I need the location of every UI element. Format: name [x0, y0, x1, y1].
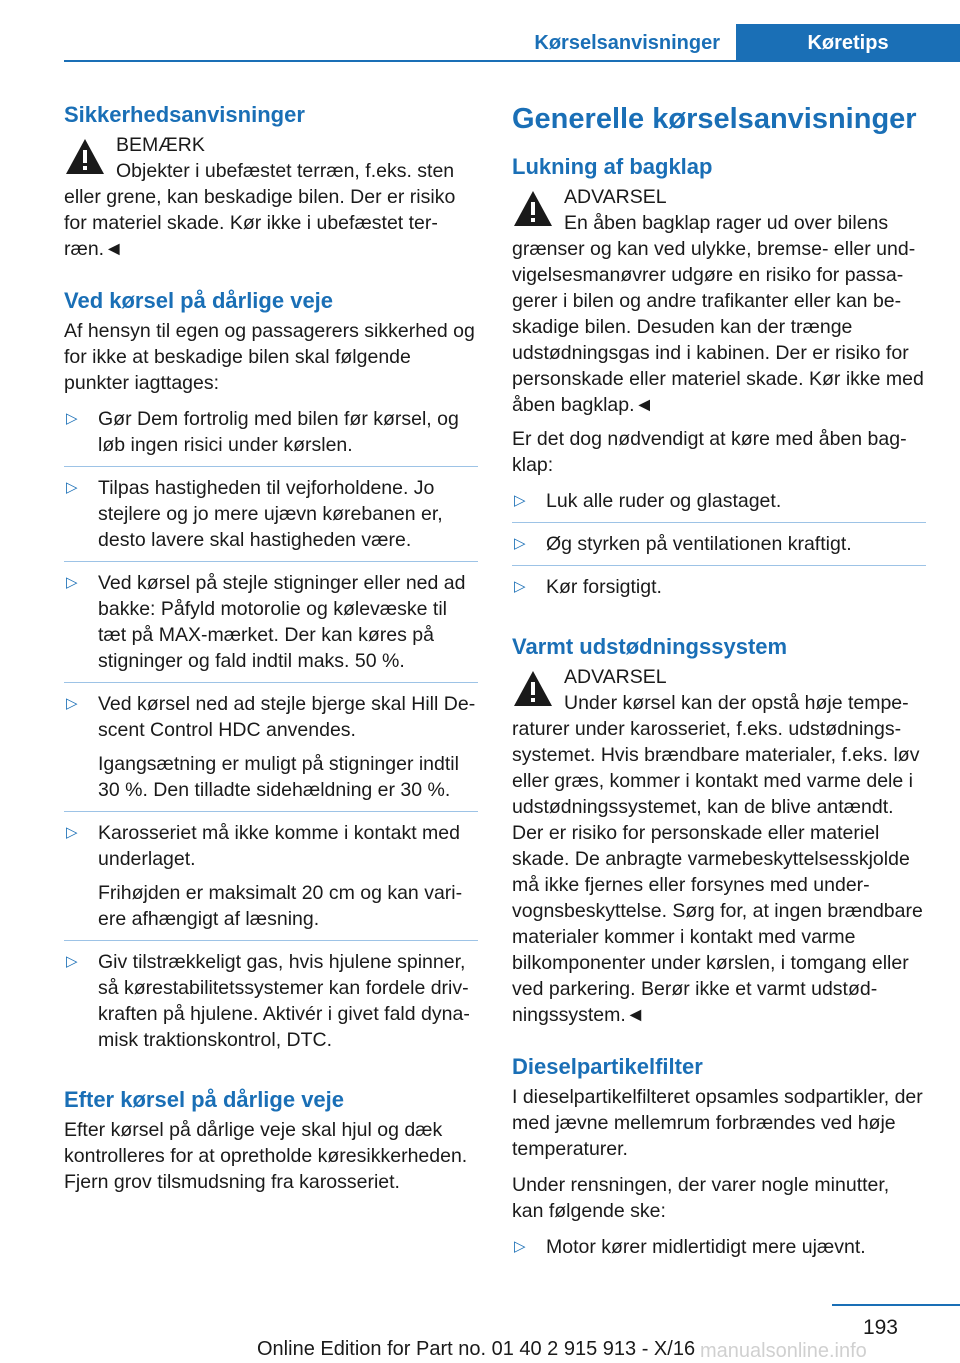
warning-box [512, 184, 926, 418]
tailgate-list [512, 488, 926, 608]
warning-triangle-icon [512, 668, 554, 710]
warning-box [512, 664, 926, 1028]
page-title: Generelle kørselsanvisninger [512, 103, 917, 135]
tailgate-intro: Er det dog nødvendigt at køre med åben bagklap: [512, 428, 907, 476]
list-item-subtext: Frihøjden er maksimalt 20 cm og kan variere afhængigt af læsning. [98, 882, 463, 930]
list-item-subtext: Igangsætning er muligt på stigninger indtil 30 %. Den tilladte sidehældning er 30 %. [98, 753, 459, 801]
notice-box [64, 132, 478, 262]
warning-title: ADVARSEL [564, 666, 667, 688]
left-column [64, 100, 478, 1205]
triangle-bullet-icon: ▷ [66, 479, 78, 496]
list-item [64, 475, 478, 562]
warning-triangle-icon [64, 136, 106, 178]
dpf-text: I dieselpartikelfilteret opsamles sodpartikler, der med jævne mellemrum forbrændes ved høje temperaturer. [512, 1086, 923, 1160]
after-bad-roads-text: Efter kørsel på dårlige veje skal hjul og dæk kontrolleres for at opretholde køresikkerheden. Fjern grov tilsmudsning fra karosseriet. [64, 1119, 468, 1193]
triangle-bullet-icon: ▷ [66, 953, 78, 970]
edition-footer: Online Edition for Part no. 01 40 2 915 913 - X/16 [257, 1338, 696, 1360]
notice-title: BEMÆRK [116, 134, 205, 156]
list-item-text: Kør forsigtigt. [546, 576, 662, 598]
watermark: manualsonline.info [700, 1340, 867, 1362]
list-item [64, 691, 478, 812]
triangle-bullet-icon: ▷ [514, 1238, 526, 1255]
bad-roads-list [64, 406, 478, 1061]
triangle-bullet-icon: ▷ [66, 574, 78, 591]
triangle-bullet-icon: ▷ [66, 695, 78, 712]
triangle-bullet-icon: ▷ [66, 410, 78, 427]
triangle-bullet-icon: ▷ [514, 578, 526, 595]
warning-text: Under kørsel kan der opstå høje temperaturer under karosseriet, f.eks. udstødningssystemet. Hvis brændbare materialer, f.eks. løv eller græs, kommer i kontakt med varme dele i udstødningssystemet, kan de blive antændt. Der er risiko for personskade eller materiel skade. De anbragte varmebeskyttelsesskjolde må ikke fjernes eller forsynes med undervognsbeskyttelse. Sørg for, at ingen brændbare materialer kommer i kontakt med varme bilkomponenter under kørslen, i tomgang eller ved parkering. Berør ikke et varmt udstødningssystem.◄ [512, 692, 923, 1026]
safety-heading: Sikkerhedsanvisninger [64, 102, 305, 127]
header-divider [64, 60, 960, 62]
exhaust-heading: Varmt udstødningssystem [512, 634, 788, 659]
tab-active-section[interactable]: Køretips [736, 24, 960, 62]
footer-divider [832, 1304, 960, 1306]
warning-triangle-icon [512, 188, 554, 230]
list-item-text: Luk alle ruder og glastaget. [546, 490, 782, 512]
bad-roads-heading: Ved kørsel på dårlige veje [64, 288, 334, 313]
list-item-text: Tilpas hastigheden til vejforholdene. Jo stejlere og jo mere ujævn kørebanen er, desto lavere skal hastigheden være. [98, 477, 443, 551]
list-item-text: Ved kørsel på stejle stigninger eller ned ad bakke: Påfyld motorolie og kølevæske til tæt på MAX-mærket. Der kan køres på stigninger og fald indtil maks. 50 %. [98, 572, 466, 672]
tailgate-heading: Lukning af bagklap [512, 154, 713, 179]
page-number: 193 [862, 1316, 898, 1339]
list-item [512, 488, 926, 523]
list-item-text: Gør Dem fortrolig med bilen før kørsel, og løb ingen risici under kørslen. [98, 408, 459, 456]
right-column [512, 100, 926, 1280]
triangle-bullet-icon: ▷ [514, 492, 526, 509]
breadcrumb-chapter[interactable]: Kørselsanvisninger [534, 32, 720, 54]
warning-title: ADVARSEL [564, 186, 667, 208]
list-item [512, 1234, 926, 1268]
warning-text: En åben bagklap rager ud over bilens grænser og kan ved ulykke, bremse- eller undvigelsesmanøvrer udgøre en risiko for passagerer i bilen og andre trafikanter eller kan beskadige bilen. Desuden kan der trænge udstødningsgas ind i kabinen. Der er risiko for personskade eller materiel skade. Kør ikke med åben bagklap.◄ [512, 212, 924, 416]
list-item-text: Ved kørsel ned ad stejle bjerge skal Hill Descent Control HDC anvendes. [98, 693, 476, 741]
dpf-heading: Dieselpartikelfilter [512, 1054, 703, 1079]
list-item-text: Karosseriet må ikke komme i kontakt med underlaget. [98, 822, 460, 870]
bad-roads-intro: Af hensyn til egen og passagerers sikkerhed og for ikke at beskadige bilen skal følgende punkter iagttages: [64, 320, 475, 394]
triangle-bullet-icon: ▷ [514, 535, 526, 552]
dpf-list [512, 1234, 926, 1268]
list-item-text: Øg styrken på ventilationen kraftigt. [546, 533, 852, 555]
list-item-text: Giv tilstrækkeligt gas, hvis hjulene spinner, så kørestabilitetssystemer kan fordele drivkraften på hjulene. Aktivér i givet fald dynamisk traktionskontrol, DTC. [98, 951, 470, 1051]
triangle-bullet-icon: ▷ [66, 824, 78, 841]
header-tabs [518, 24, 960, 62]
list-item [512, 531, 926, 566]
list-item [64, 820, 478, 941]
dpf-text-2: Under rensningen, der varer nogle minutter, kan følgende ske: [512, 1174, 890, 1222]
notice-text: Objekter i ubefæstet terræn, f.eks. sten eller grene, kan beskadige bilen. Der er risiko for materiel skade. Kør ikke i ubefæstet terræn.◄ [64, 160, 456, 260]
list-item [64, 570, 478, 683]
after-bad-roads-heading: Efter kørsel på dårlige veje [64, 1087, 345, 1112]
list-item [512, 574, 926, 608]
list-item [64, 949, 478, 1061]
list-item-text: Motor kører midlertidigt mere ujævnt. [546, 1236, 866, 1258]
list-item [64, 406, 478, 467]
